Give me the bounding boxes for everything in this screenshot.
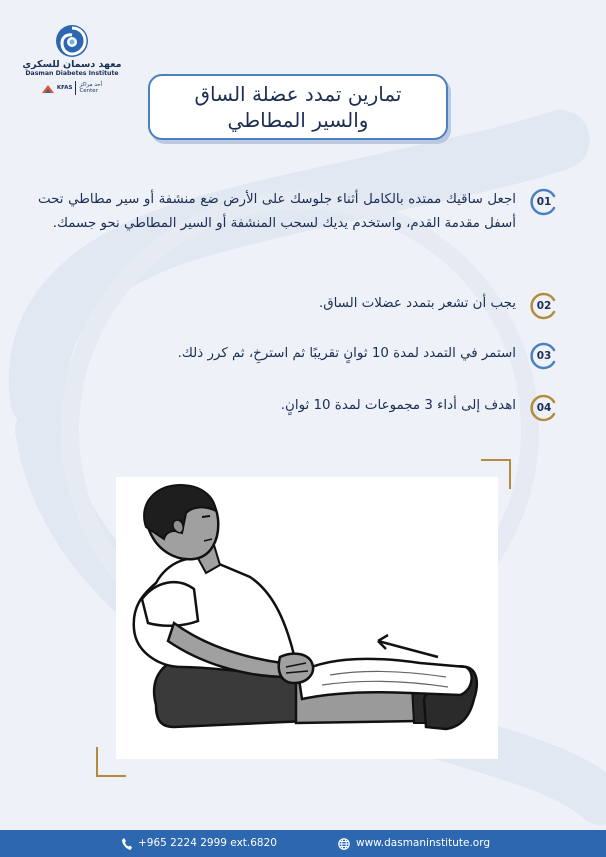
kfas-label: KFAS [56,85,73,91]
step-number-1: 01 [536,196,552,208]
footer-phone-number: +965 2224 2999 ext.6820 [138,837,277,849]
step-item-1 [38,188,558,235]
step-text-4: اهدف إلى أداء 3 مجموعات لمدة 10 ثوانٍ. [280,398,516,413]
step-badge-3 [530,342,558,370]
kfas-logo [22,81,122,95]
dasman-logo-icon [55,24,89,58]
footer-phone[interactable] [122,830,277,857]
step-item-3 [38,342,558,370]
footer-website[interactable] [338,830,490,857]
institute-logo [22,24,122,95]
step-number-4: 04 [536,402,552,414]
footer-bar [0,830,606,857]
page-title-box [148,74,448,140]
step-number-2: 02 [536,300,552,312]
step-text-2: يجب أن تشعر بتمدد عضلات الساق. [318,296,516,311]
kfas-divider [75,81,76,95]
footer-website-url: www.dasmaninstitute.org [356,837,491,849]
kfas-mark-icon [42,83,54,93]
step-item-4 [38,394,558,422]
logo-name-english: Dasman Diabetes Institute [25,70,119,77]
kfas-center-english: Center [79,88,98,94]
page-title-line-1: تمارين تمدد عضلة الساق [194,82,402,106]
step-text-3: استمر في التمدد لمدة 10 ثوانٍ تقريبًا ثم استرخِ، ثم كرر ذلك. [177,346,516,361]
globe-icon [338,838,350,850]
step-text-1: اجعل ساقيك ممتده بالكامل أثناء جلوسك على الأرض ضع منشفة أو سير مطاطي تحت أسفل مقدمة القدم، واستخدم يديك لسحب المنشفة أو السير المطاطي نحو جسمك. [38,192,516,231]
kfas-center-label [79,82,102,94]
kfas-center-arabic: أحد مراكز [79,82,103,88]
step-badge-1 [530,188,558,216]
step-number-3: 03 [536,350,552,362]
page-title-line-2: والسير المطاطي [227,108,369,132]
seated-calf-stretch-illustration [116,477,498,759]
step-item-2 [38,292,558,320]
logo-name-arabic: معهد دسمان للسكري [22,59,122,70]
step-badge-2 [530,292,558,320]
phone-icon [122,838,132,850]
step-badge-4 [530,394,558,422]
